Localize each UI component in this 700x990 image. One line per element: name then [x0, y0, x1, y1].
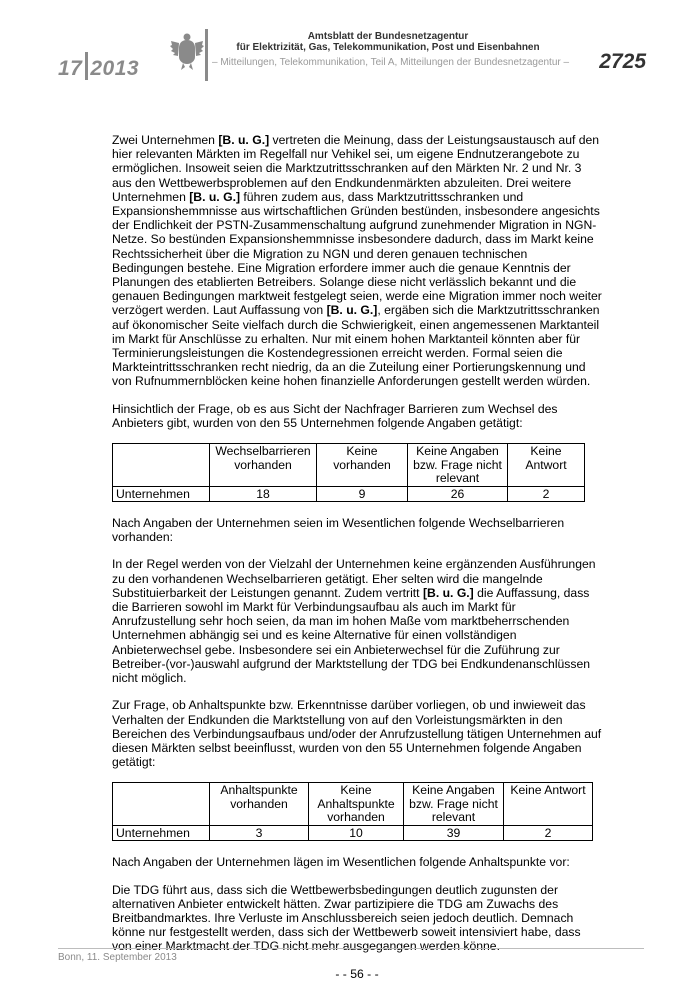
page-number-header: 2725	[599, 50, 646, 73]
table-header-cell	[113, 444, 210, 487]
table-cell: 2	[504, 825, 593, 841]
text-segment: , ergäben sich die Marktzutrittsschranken auf ökonomischer Seite vielfach durch die Schwierigkeit, einen angemessenen Marktanteil im Markt für Anschlüsse zu erhalten. Nur mit einem hohen Marktanteil könnten aber für Terminierungsleistungen die Kostendegressionen erreicht werden. Formal seien die Markteintrittsschranken recht niedrig, da an die Zuteilung einer Portierungskennung und von Rufnummernblöcken keine hohen finanzielle Anforderungen gestellt werden würden.	[112, 303, 600, 389]
table-header-row	[113, 444, 585, 487]
footer-date: Bonn, 11. September 2013	[58, 952, 177, 963]
table-indicators	[112, 782, 593, 841]
journal-title	[218, 31, 558, 53]
table-row	[113, 825, 593, 841]
table-header-row	[113, 783, 593, 826]
table-row	[113, 486, 585, 502]
journal-subtitle: – Mitteilungen, Telekommunikation, Teil A, Mitteilungen der Bundesnetzagentur –	[212, 57, 570, 68]
paragraph-7: Die TDG führt aus, dass sich die Wettbewerbsbedingungen deutlich zugunsten der alternativen Anbieter entwickelt hätten. Zwar partizipiere die TDG am Zuwachs des Breitbandmarktes. Ihre Verluste im Anschlussbereich seien jedoch deutlich. Demnach könne nur festgestellt werden, dass sich der Wettbewerb soweit intensiviert habe, dass von einer Marktmacht der TDG nicht mehr ausgegangen werden könne.	[112, 882, 581, 954]
table-switching-barriers	[112, 443, 585, 502]
document-body	[112, 133, 602, 981]
journal-title-line1: Amtsblatt der Bundesnetzagentur	[307, 31, 469, 42]
table-cell: 18	[210, 486, 317, 502]
paragraph-4	[112, 557, 602, 685]
paragraph-2: Hinsichtlich der Frage, ob es aus Sicht der Nachfrager Barrieren zum Wechsel des Anbieters gibt, wurden von den 55 Unternehmen folgende Angaben getätigt:	[112, 401, 558, 430]
text-segment: Zwei Unternehmen	[112, 133, 219, 147]
table-header-cell: Keine Angaben bzw. Frage nicht relevant	[408, 444, 508, 487]
redacted-marker: [B. u. G.]	[218, 133, 270, 147]
page-number-footer: - - 56 - -	[335, 966, 379, 981]
paragraph-3: Nach Angaben der Unternehmen seien im Wesentlichen folgende Wechselbarrieren vorhanden:	[112, 516, 565, 545]
table-header-cell: Wechselbarrieren vorhanden	[210, 444, 317, 487]
table-cell: 3	[210, 825, 309, 841]
table-header-cell: Keine Anhaltspunkte vorhanden	[309, 783, 404, 826]
paragraph-5: Zur Frage, ob Anhaltspunkte bzw. Erkenntnisse darüber vorliegen, ob und inwieweit das Verhalten der Endkunden die Marktstellung von auf den Vorleistungsmärkten in den Bereichen des Verbindungsaufbaus und/oder der Anrufzustellung tätigen Unternehmen auf diesen Märkten selbst beeinflusst, wurden von den 55 Unternehmen folgende Angaben getätigt:	[112, 698, 602, 770]
table-cell: 26	[408, 486, 508, 502]
text-segment: vertreten die Meinung, dass der Leistungsaustausch auf den hier relevanten Märkten im Regelfall nur Vehikel sei, um eigene Endnutzerangebote zu ermöglichen. Insoweit seien die Marktzutrittsschranken auf den Märkten Nr. 2 und Nr. 3 aus den Wettbewerbsproblemen auf den Endkundenmärkten abzuleiten. Drei weitere Unternehmen	[112, 133, 600, 204]
table-row-label: Unternehmen	[113, 825, 210, 841]
table-header-cell: Keine Angaben bzw. Frage nicht relevant	[404, 783, 504, 826]
journal-title-line2: für Elektrizität, Gas, Telekommunikation, Post und Eisenbahnen	[236, 42, 540, 53]
paragraph-1	[112, 133, 602, 389]
issue-divider	[85, 52, 88, 80]
header-divider	[205, 29, 208, 81]
issue-label	[58, 52, 139, 81]
table-cell: 9	[317, 486, 408, 502]
redacted-marker: [B. u. G.]	[326, 303, 378, 318]
text-segment: die Auffassung, dass die Barrieren sowohl im Markt für Verbindungsaufbau als auch im Markt für Anrufzustellung sehr hoch seien, da man im hohen Maße vom marktbeherrschenden Unternehmen abhängig sei und es keine Alternative für einen vollständigen Anbieterwechsel gebe. Insbesondere sei ein Anbieterwechsel für die Zuführung zur Betreiber-(vor-)auswahl aufgrund der Marktstellung der TDG bei Endkundenanschlüssen nicht möglich.	[112, 585, 591, 686]
table-cell: 39	[404, 825, 504, 841]
footer-divider	[58, 948, 644, 949]
paragraph-6: Nach Angaben der Unternehmen lägen im Wesentlichen folgende Anhaltspunkte vor:	[112, 855, 570, 870]
table-row-label: Unternehmen	[113, 486, 210, 502]
table-header-cell: Anhaltspunkte vorhanden	[210, 783, 309, 826]
federal-eagle-icon	[170, 31, 204, 71]
text-segment: In der Regel werden von der Vielzahl der Unternehmen keine ergänzenden Ausführungen zu den vorhandenen Wechselbarrieren getätigt. Eher selten wird die mangelnde Substituierbarkeit der Leistungen genannt. Zudem vertritt	[112, 557, 596, 600]
text-segment: führen zudem aus, dass Marktzutrittsschranken und Expansionshemmnisse aus wirtschaftlichen Gründen bestünden, insbesondere angesichts der Endlichkeit der PSTN-Zusammenschaltung aufgrund zunehmender Migration in NGN-Netze. So bestünden Expansionshemmnisse insbesondere dadurch, dass im Markt keine Rechtssicherheit über die Migration zu NGN und deren genauen technischen Bedingungen bestehe. Eine Migration erfordere immer auch die genaue Kenntnis der Planungen des etablierten Betreibers. Solange diese nicht verlässlich bekannt und die genauen Bedingungen marktweit festgelegt seien, werde eine Migration immer noch weiter verzögert werden. Laut Auffassung von	[112, 189, 602, 318]
table-header-cell: Keine Antwort	[504, 783, 593, 826]
table-header-cell	[113, 783, 210, 826]
issue-year: 2013	[90, 57, 140, 80]
redacted-marker: [B. u. G.]	[189, 189, 241, 204]
table-cell: 10	[309, 825, 404, 841]
table-cell: 2	[508, 486, 585, 502]
table-header-cell: Keine vorhanden	[317, 444, 408, 487]
redacted-marker: [B. u. G.]	[422, 585, 474, 600]
issue-number: 17	[58, 57, 83, 80]
table-header-cell: Keine Antwort	[508, 444, 585, 487]
